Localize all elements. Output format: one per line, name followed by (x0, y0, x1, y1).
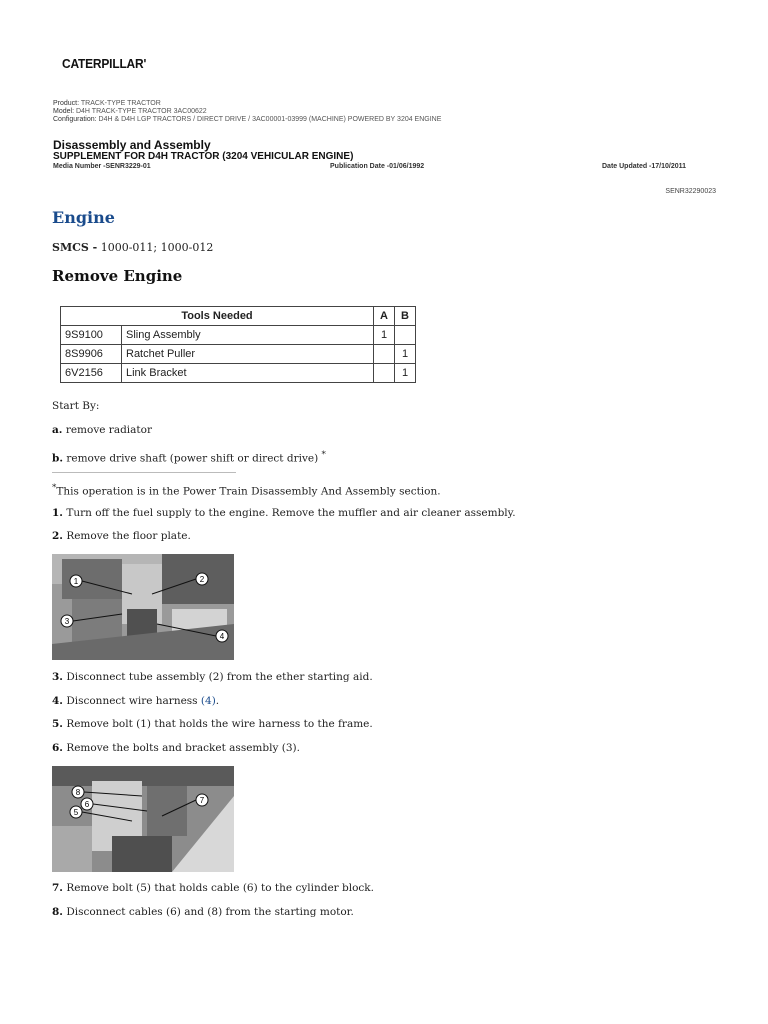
step-text: Disconnect tube assembly (2) from the ether starting aid. (66, 671, 373, 683)
item-text: remove radiator (65, 424, 152, 436)
step-text: Turn off the fuel supply to the engine. Remove the muffler and air cleaner assembly. (66, 507, 516, 519)
start-by-label: Start By: (52, 400, 100, 412)
configuration-line (53, 116, 441, 124)
column-a-header: A (374, 307, 395, 326)
media-number: Media Number -SENR3229-01 (53, 163, 151, 170)
caterpillar-logo: CATERPILLAR' (62, 56, 147, 71)
step-1 (52, 507, 516, 519)
footnote (52, 483, 441, 498)
start-by-b (52, 450, 326, 465)
tools-needed-header: Tools Needed (61, 307, 374, 326)
config-value: D4H & D4H LGP TRACTORS / DIRECT DRIVE / 3AC00001-03999 (MACHINE) POWERED BY 3204 ENGINE (98, 116, 442, 123)
callout-4-label: 4 (219, 632, 225, 641)
model-value: D4H TRACK-TYPE TRACTOR 3AC00622 (75, 108, 207, 115)
step-text: Remove bolt (1) that holds the wire harness to the frame. (66, 718, 373, 730)
tools-table-header (61, 307, 416, 326)
step-number: 7. (52, 882, 63, 894)
tool-name: Link Bracket (122, 364, 374, 383)
qty-a: 1 (374, 326, 395, 345)
document-meta (53, 100, 441, 124)
step-5 (52, 718, 373, 730)
start-by-a (52, 424, 152, 436)
config-label: Configuration: (53, 116, 97, 123)
step-6 (52, 742, 300, 754)
tool-name: Sling Assembly (122, 326, 374, 345)
step-number: 6. (52, 742, 63, 754)
table-row (61, 326, 416, 345)
qty-a (374, 345, 395, 364)
date-updated: Date Updated -17/10/2011 (602, 163, 687, 170)
item-prefix: a. (52, 424, 63, 436)
tool-name: Ratchet Puller (122, 345, 374, 364)
document-type: Disassembly and Assembly (53, 138, 211, 152)
footnote-marker-link[interactable]: * (321, 450, 326, 460)
callout-7-label: 7 (199, 796, 205, 805)
part-number: 9S9100 (61, 326, 122, 345)
item-text: remove drive shaft (power shift or direct drive) (66, 452, 319, 465)
footnote-text: This operation is in the Power Train Disassembly And Assembly section. (56, 485, 441, 498)
harness-reference-link[interactable]: (4) (200, 695, 216, 707)
qty-b: 1 (395, 345, 416, 364)
step-text-tail: . (215, 695, 220, 707)
column-b-header: B (395, 307, 416, 326)
step-text: Disconnect wire harness (66, 695, 198, 707)
item-prefix: b. (52, 452, 63, 465)
smcs-codes: 1000-011; 1000-012 (100, 241, 214, 254)
table-row (61, 364, 416, 383)
step-text: Remove the bolts and bracket assembly (3). (66, 742, 300, 754)
step-text: Remove bolt (5) that holds cable (6) to the cylinder block. (66, 882, 375, 894)
model-label: Model: (53, 108, 75, 115)
step-number: 2. (52, 530, 63, 542)
footnote-mark: * (52, 483, 57, 493)
product-label: Product: (53, 100, 80, 107)
document-subtitle: SUPPLEMENT FOR D4H TRACTOR (3204 VEHICULAR ENGINE) (53, 151, 354, 162)
step-2 (52, 530, 191, 542)
step-3 (52, 671, 373, 683)
smcs-line (52, 241, 213, 254)
callout-1-label: 1 (73, 577, 79, 586)
step-4 (52, 695, 219, 707)
step-number: 5. (52, 718, 63, 730)
engine-photo-1-illustration (52, 554, 234, 660)
callout-5-label: 5 (73, 808, 79, 817)
engine-photo-2-illustration (52, 766, 234, 872)
step-7 (52, 882, 374, 894)
step-text: Disconnect cables (6) and (8) from the starting motor. (66, 906, 354, 918)
callout-6-label: 6 (84, 800, 90, 809)
product-line (53, 100, 441, 108)
smcs-label: SMCS - (52, 241, 98, 254)
step-number: 1. (52, 507, 63, 519)
publication-date: Publication Date -01/06/1992 (330, 163, 425, 170)
engine-photo-1 (52, 554, 234, 660)
procedure-title: Remove Engine (52, 267, 183, 285)
step-text: Remove the floor plate. (66, 530, 191, 542)
step-number: 8. (52, 906, 63, 918)
section-title: Engine (52, 208, 115, 227)
part-number: 8S9906 (61, 345, 122, 364)
document-id: SENR32290023 (665, 188, 716, 195)
callout-8-label: 8 (75, 788, 81, 797)
qty-b (395, 326, 416, 345)
product-value[interactable]: TRACK-TYPE TRACTOR (80, 100, 161, 107)
qty-b: 1 (395, 364, 416, 383)
model-line (53, 108, 441, 116)
tools-table (60, 306, 416, 383)
step-number: 3. (52, 671, 63, 683)
step-8 (52, 906, 354, 918)
table-row (61, 345, 416, 364)
callout-3-label: 3 (64, 617, 70, 626)
footnote-divider (52, 472, 236, 473)
callout-2-label: 2 (199, 575, 205, 584)
engine-photo-2 (52, 766, 234, 872)
step-number: 4. (52, 695, 63, 707)
part-number: 6V2156 (61, 364, 122, 383)
qty-a (374, 364, 395, 383)
